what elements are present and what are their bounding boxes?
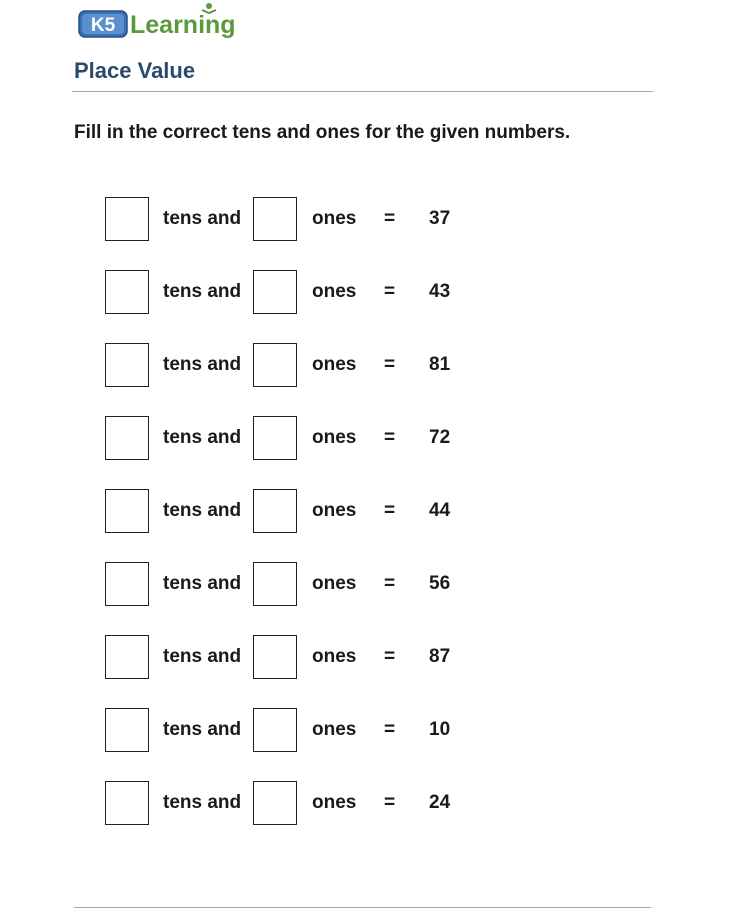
equals-sign: =: [384, 427, 396, 448]
equals-sign: =: [384, 792, 396, 813]
tens-label: tens and: [163, 354, 242, 375]
equals-sign: =: [384, 719, 396, 740]
tens-label: tens and: [163, 646, 242, 667]
tens-label: tens and: [163, 719, 242, 740]
tens-answer-box[interactable]: [105, 562, 149, 606]
given-number: 24: [429, 792, 451, 813]
instructions-text: Fill in the correct tens and ones for the given numbers.: [74, 122, 571, 143]
ones-answer-box[interactable]: [253, 343, 297, 387]
problem-row: [0, 197, 736, 243]
equals-sign: =: [384, 500, 396, 521]
ones-answer-box[interactable]: [253, 416, 297, 460]
ones-label: ones: [312, 427, 357, 448]
ones-label: ones: [312, 792, 357, 813]
given-number: 44: [429, 500, 451, 521]
footer-divider: [74, 907, 651, 908]
ones-label: ones: [312, 281, 357, 302]
problem-row: [0, 708, 736, 754]
given-number: 56: [429, 573, 451, 594]
equals-sign: =: [384, 208, 396, 229]
problem-row: [0, 781, 736, 827]
tens-answer-box[interactable]: [105, 416, 149, 460]
tens-label: tens and: [163, 500, 242, 521]
equals-sign: =: [384, 281, 396, 302]
ones-label: ones: [312, 354, 357, 375]
tens-answer-box[interactable]: [105, 197, 149, 241]
ones-answer-box[interactable]: [253, 197, 297, 241]
logo-word-text: Learning: [130, 11, 236, 39]
problem-row: [0, 635, 736, 681]
tens-label: tens and: [163, 573, 242, 594]
given-number: 37: [429, 208, 451, 229]
ones-label: ones: [312, 208, 357, 229]
given-number: 81: [429, 354, 451, 375]
page-title: Place Value: [74, 58, 196, 83]
tens-label: tens and: [163, 427, 242, 448]
given-number: 43: [429, 281, 451, 302]
problem-row: [0, 270, 736, 316]
tens-answer-box[interactable]: [105, 635, 149, 679]
given-number: 10: [429, 719, 451, 740]
logo-badge-text: K5: [90, 15, 116, 36]
k5-learning-logo: [78, 2, 243, 42]
logo-mark-icon: [78, 2, 243, 42]
tens-answer-box[interactable]: [105, 343, 149, 387]
tens-answer-box[interactable]: [105, 489, 149, 533]
ones-label: ones: [312, 646, 357, 667]
ones-answer-box[interactable]: [253, 270, 297, 314]
problem-row: [0, 562, 736, 608]
given-number: 87: [429, 646, 451, 667]
ones-answer-box[interactable]: [253, 781, 297, 825]
tens-answer-box[interactable]: [105, 270, 149, 314]
ones-answer-box[interactable]: [253, 489, 297, 533]
problem-row: [0, 416, 736, 462]
tens-label: tens and: [163, 208, 242, 229]
ones-answer-box[interactable]: [253, 635, 297, 679]
given-number: 72: [429, 427, 451, 448]
ones-label: ones: [312, 500, 357, 521]
tens-label: tens and: [163, 281, 242, 302]
problem-row: [0, 343, 736, 389]
problem-row: [0, 489, 736, 535]
ones-answer-box[interactable]: [253, 708, 297, 752]
ones-answer-box[interactable]: [253, 562, 297, 606]
title-divider: [72, 91, 653, 92]
equals-sign: =: [384, 573, 396, 594]
equals-sign: =: [384, 354, 396, 375]
tens-label: tens and: [163, 792, 242, 813]
tens-answer-box[interactable]: [105, 708, 149, 752]
ones-label: ones: [312, 573, 357, 594]
tens-answer-box[interactable]: [105, 781, 149, 825]
equals-sign: =: [384, 646, 396, 667]
ones-label: ones: [312, 719, 357, 740]
